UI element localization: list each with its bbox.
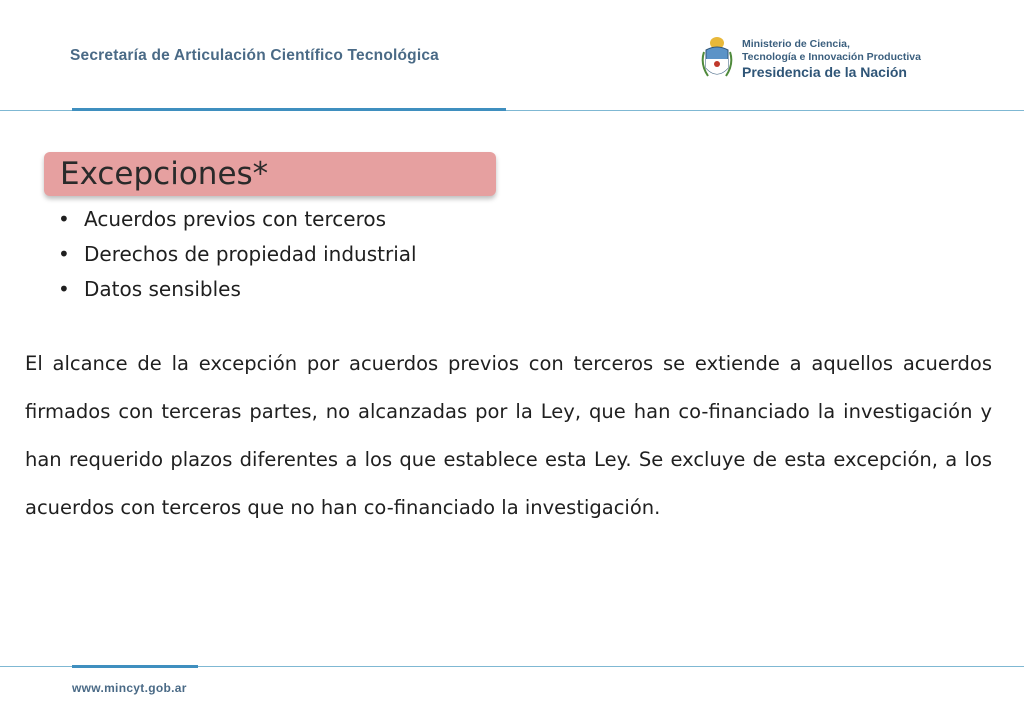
logo-line-1: Ministerio de Ciencia, bbox=[742, 38, 850, 50]
header-title: Secretaría de Articulación Científico Tecnológica bbox=[70, 47, 439, 64]
bullet-list bbox=[58, 202, 417, 307]
list-item bbox=[58, 237, 417, 272]
footer-divider-accent bbox=[72, 665, 198, 668]
bullet-text: Derechos de propiedad industrial bbox=[84, 242, 417, 266]
national-seal-icon bbox=[700, 34, 734, 82]
section-title: Excepciones* bbox=[60, 156, 269, 192]
body-paragraph: El alcance de la excepción por acuerdos previos con terceros se extiende a aquellos acuerdos firmados con terceras partes, no alcanzadas por la Ley, que han co-financiado la investigación y han requerido plazos diferentes a los que establece esta Ley. Se excluye de esta excepción, a los acuerdos con terceros que no han co-financiado la investigación. bbox=[25, 352, 992, 519]
bullet-text: Acuerdos previos con terceros bbox=[84, 207, 387, 231]
logo-line-2: Tecnología e Innovación Productiva bbox=[742, 51, 921, 63]
bullet-dot: • bbox=[58, 242, 70, 266]
footer-url[interactable]: www.mincyt.gob.ar bbox=[72, 681, 187, 695]
section-title-box bbox=[44, 152, 496, 196]
bullet-dot: • bbox=[58, 277, 70, 301]
ministry-logo bbox=[700, 34, 960, 82]
bullet-dot: • bbox=[58, 207, 70, 231]
logo-line-3: Presidencia de la Nación bbox=[742, 64, 907, 80]
list-item bbox=[58, 202, 417, 237]
header-divider-accent bbox=[72, 108, 506, 111]
bullet-text: Datos sensibles bbox=[84, 277, 241, 301]
list-item bbox=[58, 272, 417, 307]
